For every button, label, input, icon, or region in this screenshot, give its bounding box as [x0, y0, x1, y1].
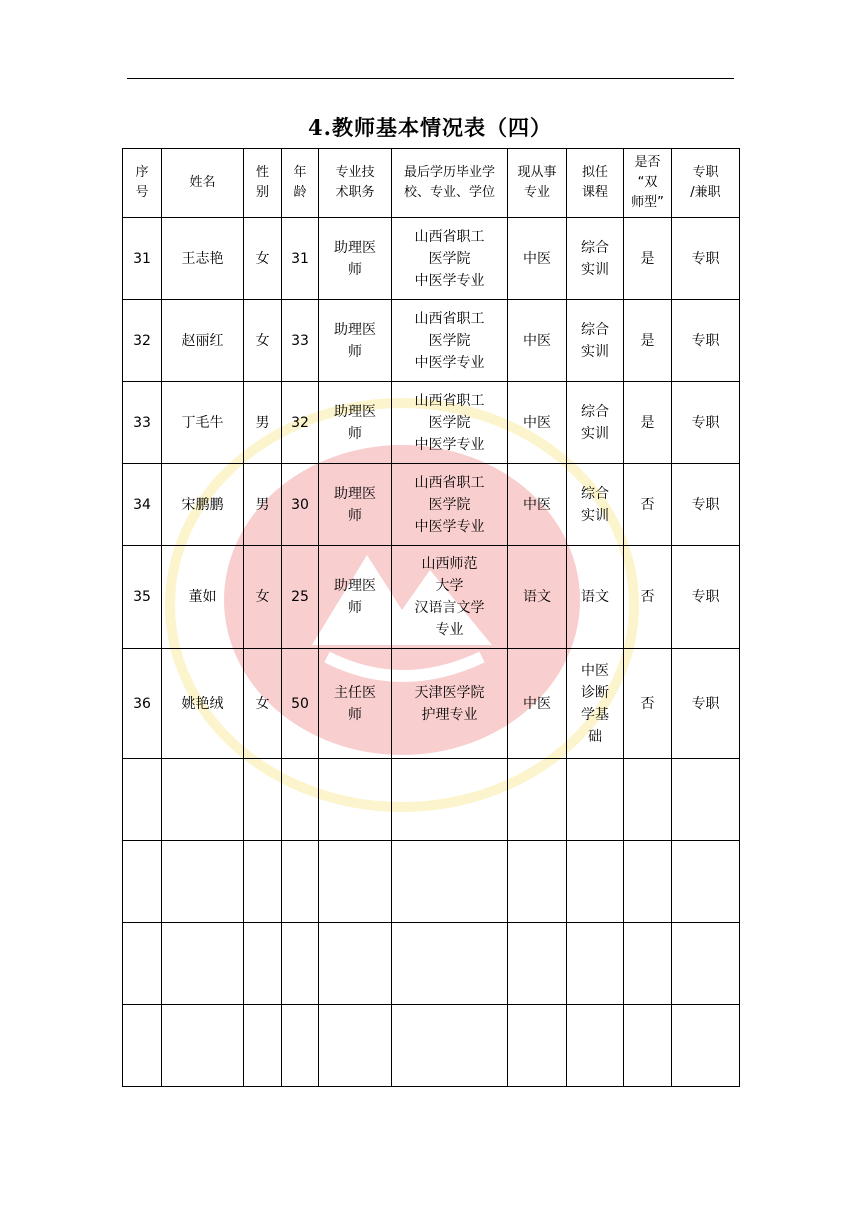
- header-major: 现从事 专业: [508, 149, 567, 218]
- cell-gender: 女: [244, 218, 282, 300]
- cell-title: 助理医 师: [319, 464, 392, 546]
- table-header-row: [123, 149, 740, 218]
- empty-cell: [162, 841, 244, 923]
- cell-no: 36: [123, 649, 162, 759]
- empty-cell: [392, 841, 508, 923]
- cell-title: 助理医 师: [319, 300, 392, 382]
- cell-dual: 是: [624, 218, 672, 300]
- empty-row: [123, 1005, 740, 1087]
- empty-cell: [162, 759, 244, 841]
- cell-dual: 否: [624, 546, 672, 649]
- empty-row: [123, 923, 740, 1005]
- cell-title: 助理医 师: [319, 546, 392, 649]
- cell-fulltime: 专职: [672, 546, 740, 649]
- cell-name: 宋鹏鹏: [162, 464, 244, 546]
- cell-fulltime: 专职: [672, 464, 740, 546]
- empty-cell: [282, 1005, 319, 1087]
- empty-cell: [672, 923, 740, 1005]
- cell-dual: 是: [624, 382, 672, 464]
- table-row: [123, 218, 740, 300]
- cell-gender: 男: [244, 464, 282, 546]
- cell-fulltime: 专职: [672, 218, 740, 300]
- cell-major: 语文: [508, 546, 567, 649]
- empty-cell: [123, 841, 162, 923]
- cell-gender: 女: [244, 300, 282, 382]
- cell-fulltime: 专职: [672, 649, 740, 759]
- header-education: 最后学历毕业学 校、专业、学位: [392, 149, 508, 218]
- page-title: 4.教师基本情况表（四）: [308, 115, 552, 140]
- cell-education: 山西省职工 医学院 中医学专业: [392, 218, 508, 300]
- empty-cell: [624, 841, 672, 923]
- cell-dual: 是: [624, 300, 672, 382]
- empty-cell: [319, 841, 392, 923]
- cell-name: 姚艳绒: [162, 649, 244, 759]
- cell-gender: 男: [244, 382, 282, 464]
- cell-dual: 否: [624, 464, 672, 546]
- cell-title: 助理医 师: [319, 218, 392, 300]
- empty-cell: [508, 759, 567, 841]
- cell-course: 综合 实训: [567, 464, 624, 546]
- empty-cell: [672, 759, 740, 841]
- cell-major: 中医: [508, 649, 567, 759]
- empty-cell: [508, 841, 567, 923]
- cell-name: 赵丽红: [162, 300, 244, 382]
- cell-course: 综合 实训: [567, 300, 624, 382]
- cell-gender: 女: [244, 649, 282, 759]
- cell-age: 30: [282, 464, 319, 546]
- cell-course: 中医 诊断 学基 础: [567, 649, 624, 759]
- empty-cell: [624, 923, 672, 1005]
- empty-cell: [162, 1005, 244, 1087]
- empty-cell: [567, 841, 624, 923]
- empty-cell: [123, 1005, 162, 1087]
- header-age: 年 龄: [282, 149, 319, 218]
- cell-education: 山西师范 大学 汉语言文学 专业: [392, 546, 508, 649]
- cell-age: 31: [282, 218, 319, 300]
- cell-fulltime: 专职: [672, 382, 740, 464]
- empty-cell: [392, 1005, 508, 1087]
- cell-dual: 否: [624, 649, 672, 759]
- cell-education: 山西省职工 医学院 中医学专业: [392, 464, 508, 546]
- table-row: [123, 300, 740, 382]
- cell-title: 主任医 师: [319, 649, 392, 759]
- cell-major: 中医: [508, 300, 567, 382]
- empty-row: [123, 841, 740, 923]
- empty-cell: [392, 923, 508, 1005]
- empty-cell: [567, 759, 624, 841]
- empty-cell: [123, 759, 162, 841]
- empty-cell: [319, 759, 392, 841]
- cell-title: 助理医 师: [319, 382, 392, 464]
- empty-cell: [319, 1005, 392, 1087]
- empty-cell: [282, 759, 319, 841]
- table-row: [123, 382, 740, 464]
- cell-course: 综合 实训: [567, 218, 624, 300]
- header-fulltime: 专职 /兼职: [672, 149, 740, 218]
- cell-major: 中医: [508, 464, 567, 546]
- empty-cell: [624, 759, 672, 841]
- header-rule: [127, 78, 734, 79]
- header-title: 专业技 术职务: [319, 149, 392, 218]
- empty-cell: [244, 1005, 282, 1087]
- empty-cell: [672, 1005, 740, 1087]
- empty-cell: [508, 1005, 567, 1087]
- cell-education: 山西省职工 医学院 中医学专业: [392, 382, 508, 464]
- empty-cell: [244, 759, 282, 841]
- empty-cell: [508, 923, 567, 1005]
- empty-cell: [624, 1005, 672, 1087]
- teacher-info-table: [122, 148, 740, 1087]
- cell-no: 35: [123, 546, 162, 649]
- cell-no: 32: [123, 300, 162, 382]
- empty-cell: [392, 759, 508, 841]
- table-row: [123, 464, 740, 546]
- cell-major: 中医: [508, 382, 567, 464]
- empty-cell: [123, 923, 162, 1005]
- cell-no: 33: [123, 382, 162, 464]
- empty-cell: [672, 841, 740, 923]
- cell-name: 王志艳: [162, 218, 244, 300]
- empty-cell: [162, 923, 244, 1005]
- cell-name: 董如: [162, 546, 244, 649]
- empty-cell: [244, 841, 282, 923]
- cell-course: 综合 实训: [567, 382, 624, 464]
- empty-cell: [244, 923, 282, 1005]
- cell-education: 天津医学院 护理专业: [392, 649, 508, 759]
- header-dual: 是否 “双 师型”: [624, 149, 672, 218]
- cell-gender: 女: [244, 546, 282, 649]
- cell-age: 50: [282, 649, 319, 759]
- header-course: 拟任 课程: [567, 149, 624, 218]
- cell-age: 33: [282, 300, 319, 382]
- cell-no: 34: [123, 464, 162, 546]
- cell-no: 31: [123, 218, 162, 300]
- empty-cell: [282, 923, 319, 1005]
- cell-age: 25: [282, 546, 319, 649]
- cell-course: 语文: [567, 546, 624, 649]
- header-gender: 性 别: [244, 149, 282, 218]
- empty-cell: [567, 923, 624, 1005]
- empty-cell: [282, 841, 319, 923]
- cell-education: 山西省职工 医学院 中医学专业: [392, 300, 508, 382]
- table-row: [123, 649, 740, 759]
- table-row: [123, 546, 740, 649]
- empty-row: [123, 759, 740, 841]
- cell-major: 中医: [508, 218, 567, 300]
- empty-cell: [319, 923, 392, 1005]
- cell-name: 丁毛牛: [162, 382, 244, 464]
- cell-fulltime: 专职: [672, 300, 740, 382]
- header-no: 序 号: [123, 149, 162, 218]
- header-name: 姓名: [162, 149, 244, 218]
- empty-cell: [567, 1005, 624, 1087]
- cell-age: 32: [282, 382, 319, 464]
